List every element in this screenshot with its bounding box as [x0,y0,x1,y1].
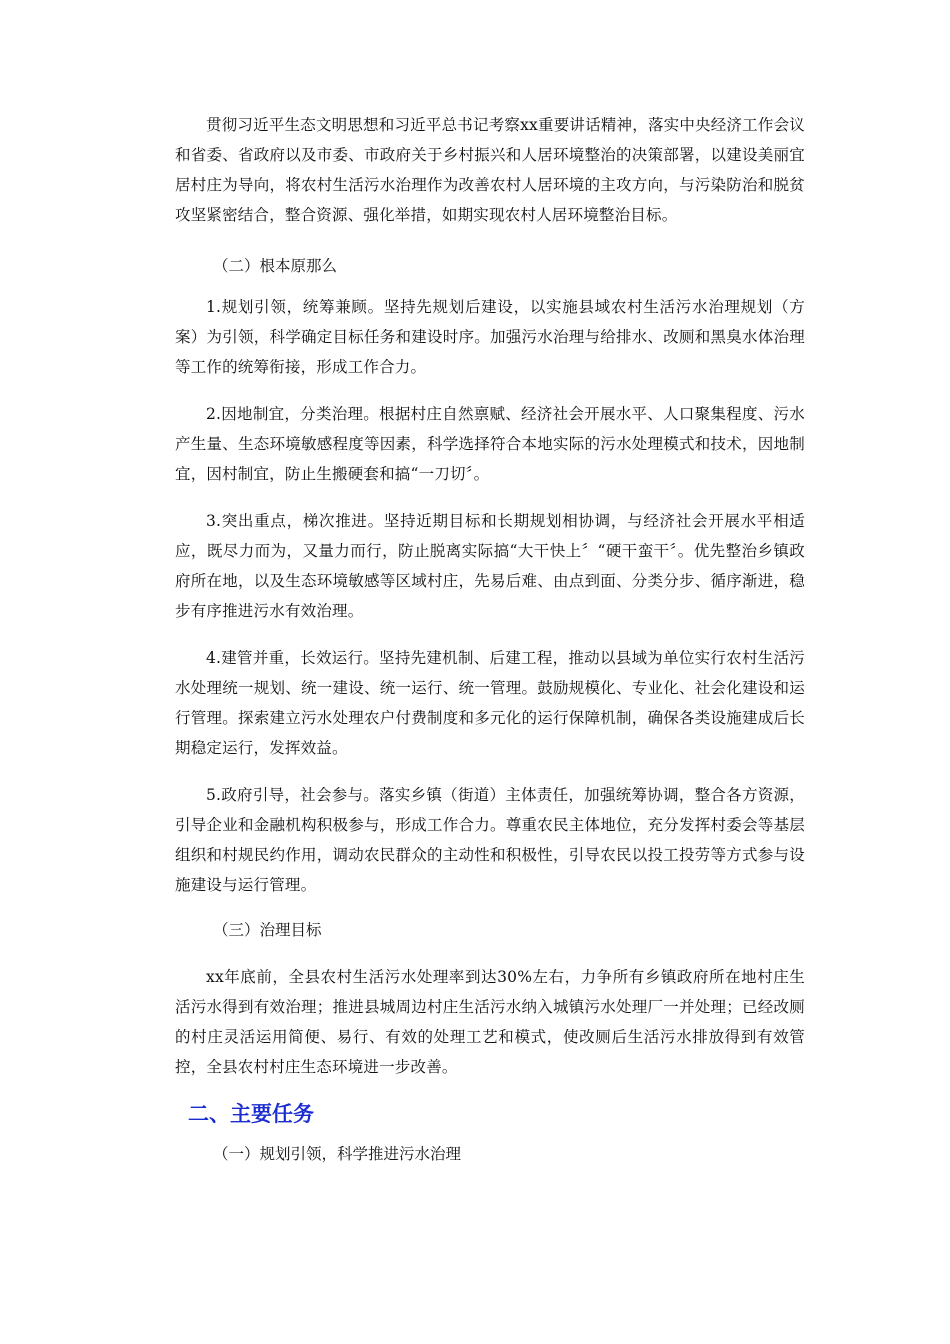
principle-item-4: 4.建管并重，长效运行。坚持先建机制、后建工程，推动以县域为单位实行农村生活污水处理统一规划、统一建设、统一运行、统一管理。鼓励规模化、专业化、社会化建设和运行管理。探索建立污水处理农户付费制度和多元化的运行保障机制，确保各类设施建成后长期稳定运行，发挥效益。 [175,649,805,757]
principle-item-5: 5.政府引导，社会参与。落实乡镇（街道）主体责任，加强统筹协调，整合各方资源，引导企业和金融机构积极参与，形成工作合力。尊重农民主体地位，充分发挥村委会等基层组织和村规民约作用，调动农民群众的主动性和积极性，引导农民以投工投劳等方式参与设施建设与运行管理。 [175,786,805,894]
principle-item-3: 3.突出重点，梯次推进。坚持近期目标和长期规划相协调，与经济社会开展水平相适应，既尽力而为，又量力而行，防止脱离实际搞“大干快上〞“硬干蛮干〞。优先整治乡镇政府所在地，以及生态环境敏感等区域村庄，先易后难、由点到面、分类分步、循序渐进，稳步有序推进污水有效治理。 [175,512,805,620]
main-tasks-subheading: （一）规划引领，科学推进污水治理 [213,1145,462,1163]
goals-paragraph: xx年底前，全县农村生活污水处理率到达30%左右，力争所有乡镇政府所在地村庄生活污水得到有效治理；推进县城周边村庄生活污水纳入城镇污水处理厂一并处理；已经改厕的村庄灵活运用简便、易行、有效的处理工艺和模式，使改厕后生活污水排放得到有效管控，全县农村村庄生态环境进一步改善。 [175,968,805,1076]
principle-item-2: 2.因地制宜，分类治理。根据村庄自然禀赋、经济社会开展水平、人口聚集程度、污水产生量、生态环境敏感程度等因素，科学选择符合本地实际的污水处理模式和技术，因地制宜，因村制宜，防止生搬硬套和搞“一刀切〞。 [175,405,805,483]
goals-heading: （三）治理目标 [213,921,322,939]
principles-heading: （二）根本原那么 [213,257,338,275]
principle-item-1: 1.规划引领，统筹兼顾。坚持先规划后建设，以实施县域农村生活污水治理规划（方案）为引领，科学确定目标任务和建设时序。加强污水治理与给排水、改厕和黑臭水体治理等工作的统筹衔接，形成工作合力。 [175,298,805,376]
intro-paragraph: 贯彻习近平生态文明思想和习近平总书记考察xx重要讲话精神，落实中央经济工作会议和省委、省政府以及市委、市政府关于乡村振兴和人居环境整治的决策部署，以建设美丽宜居村庄为导向，将农村生活污水治理作为改善农村人居环境的主攻方向，与污染防治和脱贫攻坚紧密结合，整合资源、强化举措，如期实现农村人居环境整治目标。 [175,116,805,224]
main-tasks-heading: 二、主要任务 [188,1102,314,1126]
